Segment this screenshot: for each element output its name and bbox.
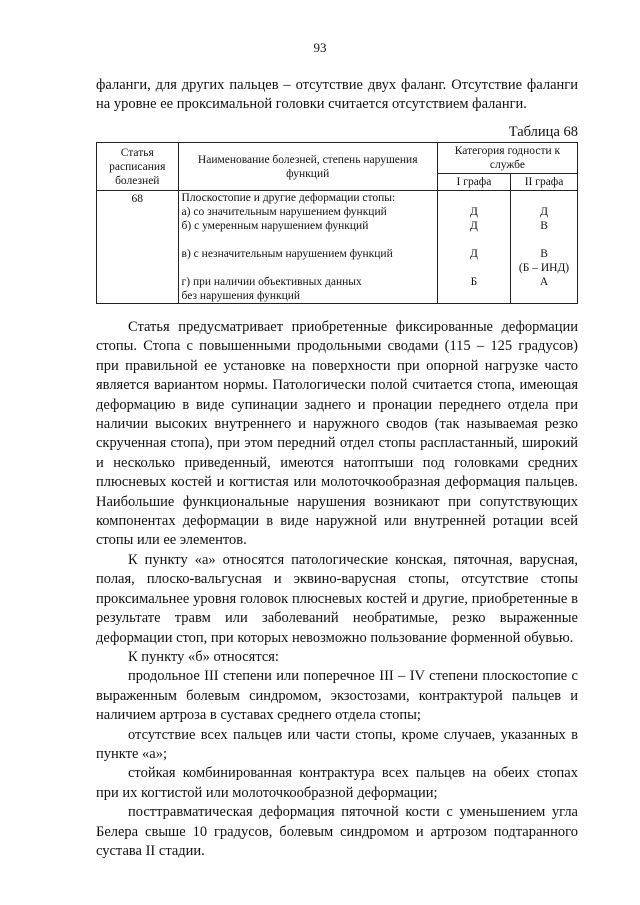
disease-line [179,261,437,275]
category-value: (Б – ИНД) [518,262,570,274]
disease-line: Плоскостопие и другие деформации стопы: [181,192,396,204]
paragraph: продольное III степени или поперечное III – IV степени плоскостопие с выраженным болевым синдромом, экзостозами, контрактурой пальцев и наличием артроза в суставах среднего отдела стопы; [96,668,578,724]
category-value: Д [540,206,548,218]
paragraph: отсутствие всех пальцев или части стопы, кроме случаев, указанных в пункте «а»; [96,726,578,762]
page-number: 93 [313,40,327,55]
category-value [438,233,510,247]
disease-line: без нарушения функций [181,290,301,302]
category-column-1-cell [437,191,510,304]
paragraph: посттравматическая деформация пяточной кости с уменьшением угла Белера свыше 10 градусов, болевым синдромом и артрозом подтаранного сустава II стадии. [96,804,578,859]
category-value [438,191,510,205]
header-disease: Наименование болезней, степень нарушения функций [178,143,437,191]
disease-line: б) с умеренным нарушением функций [181,220,369,232]
paragraph: К пункту «а» относятся патологические конская, пяточная, варусная, полая, плоско-вальгусная и эквино-варусная стопы, отсутствие стопы проксимальнее уровня головок плюсневых костей и другие, приобретенные в результате травм или заболеваний необратимые, резко выраженные деформации стоп, при которых невозможно пользование форменной обувью. [96,551,578,646]
article-number: 68 [97,191,179,304]
category-value: Д [470,220,478,232]
paragraph: Статья предусматривает приобретенные фиксированные деформации стопы. Стопа с повышенными продольными сводами (115 – 125 градусов) при правильной ее установке на поверхности при опорной нагрузке часто является вариантом нормы. Патологически полой считается стопа, имеющая деформацию в виде супинации заднего и пронации переднего отдела при наличии высоких внутреннего и наружного сводов (так называемая резко скрученная стопа), при этом передний отдел стопы распластанный, широкий и несколько приведенный, имеются натоптыши под головками средних плюсневых костей и когтистая или молоточкообразная деформация пальцев. Наибольшие функциональные нарушения возникают при сопутствующих компонентах деформации в виде наружной или внутренней ротации всей стопы или ее элементов. [96,319,578,549]
category-value: Д [470,248,478,260]
header-category: Категория годности к службе [437,143,577,174]
header-column-1: I графа [437,174,510,191]
category-value [511,233,577,247]
fitness-category-table [96,142,578,304]
category-value [511,191,577,205]
header-article: Статья расписания болезней [97,143,179,191]
paragraph: К пункту «б» относятся: [128,648,279,665]
category-value: А [539,276,549,288]
category-value: В [540,248,548,260]
category-value [511,289,577,303]
disease-cell [178,191,437,304]
header-column-2: II графа [511,174,578,191]
disease-line: г) при наличии объективных данных [181,276,362,288]
paragraph: стойкая комбинированная контрактура всех пальцев на обеих стопах при их когтистой или молоточкообразной деформации; [96,765,578,801]
disease-line [179,233,437,247]
table-caption: Таблица 68 [508,124,578,140]
category-value: Д [470,206,478,218]
category-value: В [540,220,548,232]
category-value [438,289,510,303]
article-commentary [96,318,578,861]
category-value: Б [470,276,478,288]
category-value [438,261,510,275]
category-column-2-cell [511,191,578,304]
disease-line: в) с незначительным нарушением функций [181,248,393,260]
intro-paragraph: фаланги, для других пальцев – отсутствие двух фаланг. Отсутствие фаланги на уровне ее проксимальной головки считается отсутствием фаланги. [96,77,578,112]
table-row [97,191,578,304]
disease-line: а) со значительным нарушением функций [181,206,387,218]
